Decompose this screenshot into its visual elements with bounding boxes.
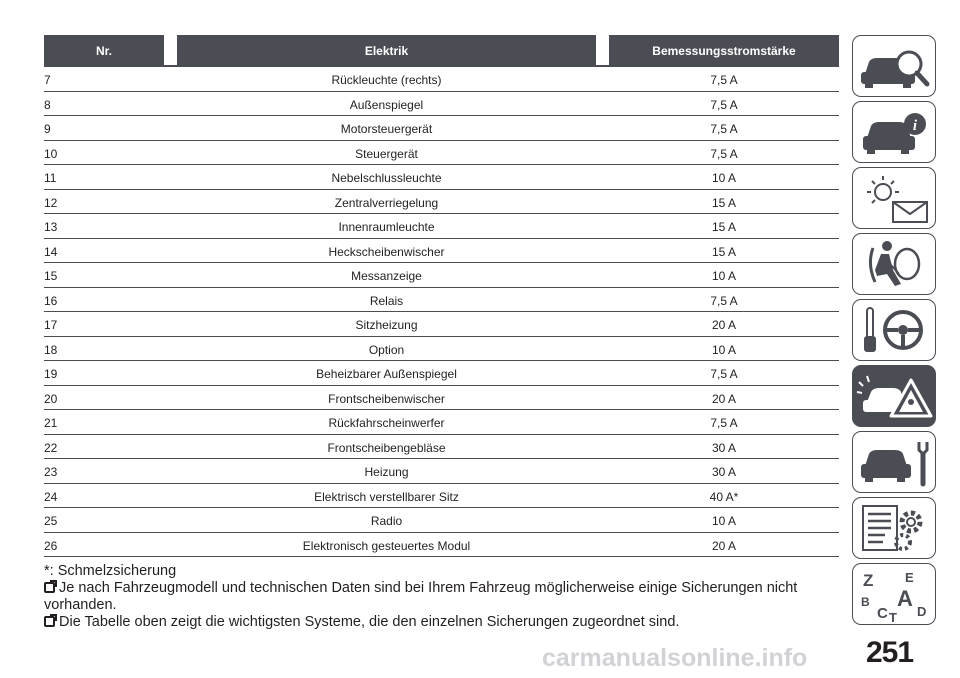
cell-strom: 10 A: [711, 514, 737, 528]
tab-specifications[interactable]: [852, 497, 936, 559]
cell-elektrik: Messanzeige: [351, 269, 422, 283]
cell-strom: 10 A: [711, 269, 737, 283]
table-row: [44, 459, 839, 484]
cell-strom: 40 A*: [709, 489, 739, 504]
cell-elektrik: Elektrisch verstellbarer Sitz: [314, 489, 459, 504]
table-row: [44, 165, 839, 190]
cell-elektrik: Steuergerät: [355, 146, 418, 161]
cell-nr: 9: [44, 122, 51, 136]
watermark: carmanualsonline.info: [542, 644, 808, 672]
tab-car-maintenance[interactable]: [852, 431, 936, 493]
table-header: [44, 35, 839, 67]
index-letter: B: [861, 595, 870, 609]
fuse-table: [44, 35, 839, 557]
cell-nr: 17: [44, 318, 58, 332]
tab-steering-key[interactable]: [852, 299, 936, 361]
cell-strom: 20 A: [711, 538, 737, 553]
cell-strom: 7,5 A: [710, 97, 738, 112]
note-2: [44, 614, 844, 631]
cell-strom: 30 A: [711, 440, 737, 455]
alphabetical-index-icon: [853, 564, 936, 625]
index-letter: E: [905, 570, 914, 585]
table-row: [44, 361, 839, 386]
cell-strom: 10 A: [711, 171, 737, 185]
cell-strom: 7,5 A: [710, 416, 738, 430]
cell-nr: 16: [44, 293, 58, 308]
cell-elektrik: Relais: [369, 293, 404, 308]
cell-elektrik: Heizung: [364, 465, 409, 479]
cell-elektrik: Elektronisch gesteuertes Modul: [302, 538, 471, 553]
car-info-icon: [853, 102, 936, 163]
cell-strom: 15 A: [711, 244, 737, 259]
footnote: *: Schmelzsicherung: [44, 563, 177, 579]
car-maintenance-icon: [853, 432, 936, 493]
cell-elektrik: Heckscheibenwischer: [328, 244, 445, 259]
cell-nr: 20: [44, 391, 58, 406]
airbag-safety-icon: [853, 234, 936, 295]
index-letter: Z: [863, 571, 874, 590]
cell-elektrik: Sitzheizung: [355, 318, 418, 332]
notes: [44, 563, 844, 631]
cell-elektrik: Motorsteuergerät: [340, 122, 433, 136]
table-row: [44, 410, 839, 435]
table-row: [44, 190, 839, 215]
cell-strom: 7,5 A: [710, 146, 738, 161]
index-letter: D: [917, 604, 927, 619]
cell-elektrik: Rückfahrscheinwerfer: [328, 416, 445, 430]
table-body: [44, 67, 839, 557]
index-letter: C: [877, 605, 888, 622]
cell-nr: 22: [44, 440, 58, 455]
tab-airbag-safety[interactable]: [852, 233, 936, 295]
steering-key-icon: [853, 300, 936, 361]
cell-nr: 26: [44, 538, 58, 553]
cell-nr: 24: [44, 489, 58, 504]
cell-elektrik: Zentralverriegelung: [334, 195, 439, 210]
tab-warning-lights[interactable]: [852, 167, 936, 229]
cell-nr: 14: [44, 244, 58, 259]
cell-strom: 7,5 A: [710, 122, 738, 136]
table-row: [44, 239, 839, 264]
cell-nr: 11: [44, 171, 57, 185]
car-search-icon: [853, 36, 936, 97]
cell-strom: 30 A: [711, 465, 737, 479]
cell-strom: 10 A: [711, 342, 737, 357]
table-row: [44, 484, 839, 509]
cell-nr: 7: [44, 73, 51, 87]
cell-elektrik: Radio: [370, 514, 403, 528]
table-row: [44, 214, 839, 239]
cell-elektrik: Frontscheibenwischer: [328, 391, 445, 406]
header-strom: Bemessungsstromstärke: [609, 35, 839, 67]
cell-elektrik: Rückleuchte (rechts): [331, 73, 442, 87]
cell-nr: 21: [44, 416, 58, 430]
cell-strom: 15 A: [711, 195, 737, 210]
emergency-warning-icon: [853, 366, 936, 427]
cell-strom: 15 A: [711, 220, 737, 234]
note-2-text: Die Tabelle oben zeigt die wichtigsten Systeme, die den einzelnen Sicherungen zugeordnet sind.: [59, 614, 680, 630]
cell-strom: 7,5 A: [710, 367, 738, 381]
note-1: [44, 580, 844, 614]
cell-elektrik: Innenraumleuchte: [338, 220, 435, 234]
cell-nr: 25: [44, 514, 58, 528]
table-row: [44, 312, 839, 337]
specifications-gear-icon: [853, 498, 936, 559]
cell-elektrik: Nebelschlussleuchte: [331, 171, 442, 185]
table-row: [44, 116, 839, 141]
note-icon: [44, 616, 55, 627]
cell-nr: 23: [44, 465, 58, 479]
cell-nr: 8: [44, 97, 51, 112]
table-row: [44, 141, 839, 166]
tab-car-info[interactable]: [852, 101, 936, 163]
cell-elektrik: Außenspiegel: [349, 97, 424, 112]
note-1-text: Je nach Fahrzeugmodell und technischen Daten sind bei Ihrem Fahrzeug möglicherweise einige Sicherungen nicht vorhanden.: [44, 580, 798, 613]
cell-nr: 18: [44, 342, 58, 357]
table-row: [44, 92, 839, 117]
tab-car-search[interactable]: [852, 35, 936, 97]
header-elektrik: Elektrik: [177, 35, 596, 67]
cell-strom: 20 A: [711, 391, 737, 406]
warning-lights-icon: [853, 168, 936, 229]
table-row: [44, 533, 839, 558]
page-number: 251: [866, 636, 914, 669]
cell-strom: 7,5 A: [710, 293, 738, 308]
cell-nr: 12: [44, 195, 58, 210]
table-row: [44, 288, 839, 313]
table-row: [44, 67, 839, 92]
cell-nr: 19: [44, 367, 58, 381]
table-row: [44, 386, 839, 411]
cell-strom: 20 A: [711, 318, 737, 332]
index-letter: A: [897, 586, 913, 611]
table-row: [44, 337, 839, 362]
cell-elektrik: Frontscheibengebläse: [327, 440, 446, 455]
cell-strom: 7,5 A: [710, 73, 738, 87]
cell-nr: 10: [44, 146, 58, 161]
table-row: [44, 508, 839, 533]
index-letter: T: [889, 610, 897, 625]
tab-emergency[interactable]: [852, 365, 936, 427]
svg-text:i: i: [912, 118, 918, 134]
header-nr: Nr.: [44, 35, 164, 67]
cell-elektrik: Option: [368, 342, 405, 357]
cell-elektrik: Beheizbarer Außenspiegel: [316, 367, 457, 381]
cell-nr: 15: [44, 269, 58, 283]
table-row: [44, 263, 839, 288]
note-icon: [44, 582, 55, 593]
tab-alphabetical-index[interactable]: [852, 563, 936, 625]
cell-nr: 13: [44, 220, 58, 234]
table-row: [44, 435, 839, 460]
